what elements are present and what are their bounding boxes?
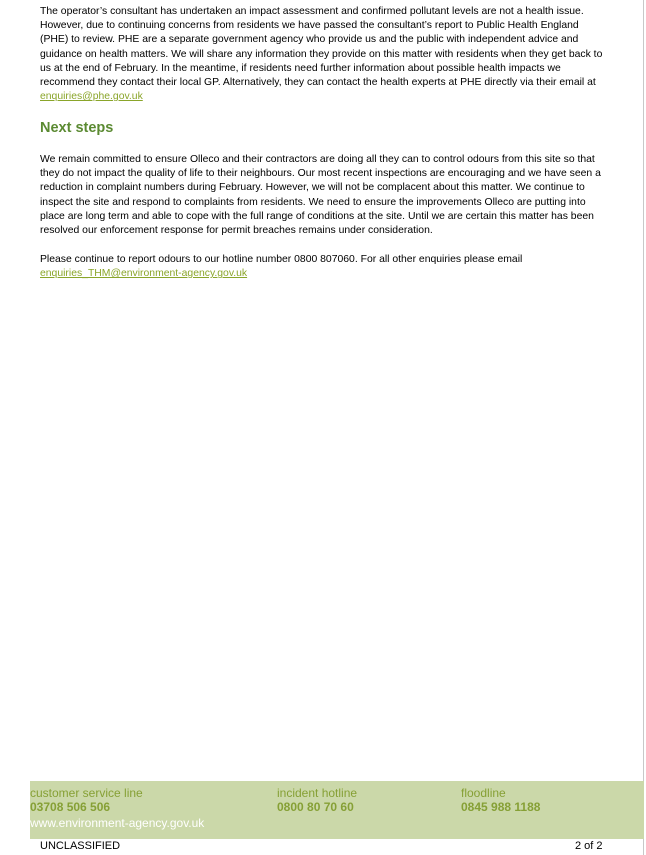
classification-label: UNCLASSIFIED xyxy=(40,840,121,852)
incident-hotline-number: 0800 80 70 60 xyxy=(277,799,354,814)
section-heading-next-steps: Next steps xyxy=(40,120,114,136)
customer-service-label: customer service line xyxy=(30,786,143,800)
incident-hotline-column xyxy=(277,787,357,814)
website-url[interactable]: www.environment-agency.gov.uk xyxy=(30,816,205,830)
customer-service-number: 03708 506 506 xyxy=(30,799,111,814)
footer-contact-band xyxy=(30,781,644,839)
floodline-number: 0845 988 1188 xyxy=(461,799,541,814)
paragraph-next-steps: We remain committed to ensure Olleco and their contractors are doing all they can to control odours from this site so that they do not impact the quality of life to their neighbours. Our most recent inspections are encouraging and we have seen a reduction in complaint numbers during February. However, we will not be complacent about this matter. We continue to inspect the site and respond to complaints from residents. We need to ensure the improvements Olleco are putting into place are long term and able to cope with the full range of conditions at the site. Until we are certain this matter has been resolved our enforcement response for permit breaches remains under consideration. xyxy=(40,154,601,237)
page-number: 2 of 2 xyxy=(575,840,603,852)
paragraph-text: Please continue to report odours to our hotline number 0800 807060. For all other enquiries please email xyxy=(40,254,523,265)
floodline-label: floodline xyxy=(461,786,506,800)
phe-email-link[interactable]: enquiries@phe.gov.uk xyxy=(40,91,143,103)
floodline-column xyxy=(461,787,540,814)
page-edge xyxy=(643,0,644,855)
paragraph-contact xyxy=(40,253,608,281)
incident-hotline-label: incident hotline xyxy=(277,786,358,800)
paragraph-health-impact xyxy=(40,5,608,104)
customer-service-column xyxy=(30,787,143,814)
thm-email-link[interactable]: enquiries_THM@environment-agency.gov.uk xyxy=(40,268,248,280)
paragraph-text: The operator’s consultant has undertaken an impact assessment and confirmed pollutant levels are not a health issue. However, due to continuing concerns from residents we have passed the consultant’s report to Public Health England (PHE) to review. PHE are a separate government agency who provide us and the public with independent advice and guidance on health matters. We will share any information they provide on this matter with residents when they get back to us at the end of February. In the meantime, if residents need further information about possible health impacts we recommend they contact their local GP. Alternatively, they can contact the health experts at PHE directly via their email at xyxy=(40,6,603,89)
